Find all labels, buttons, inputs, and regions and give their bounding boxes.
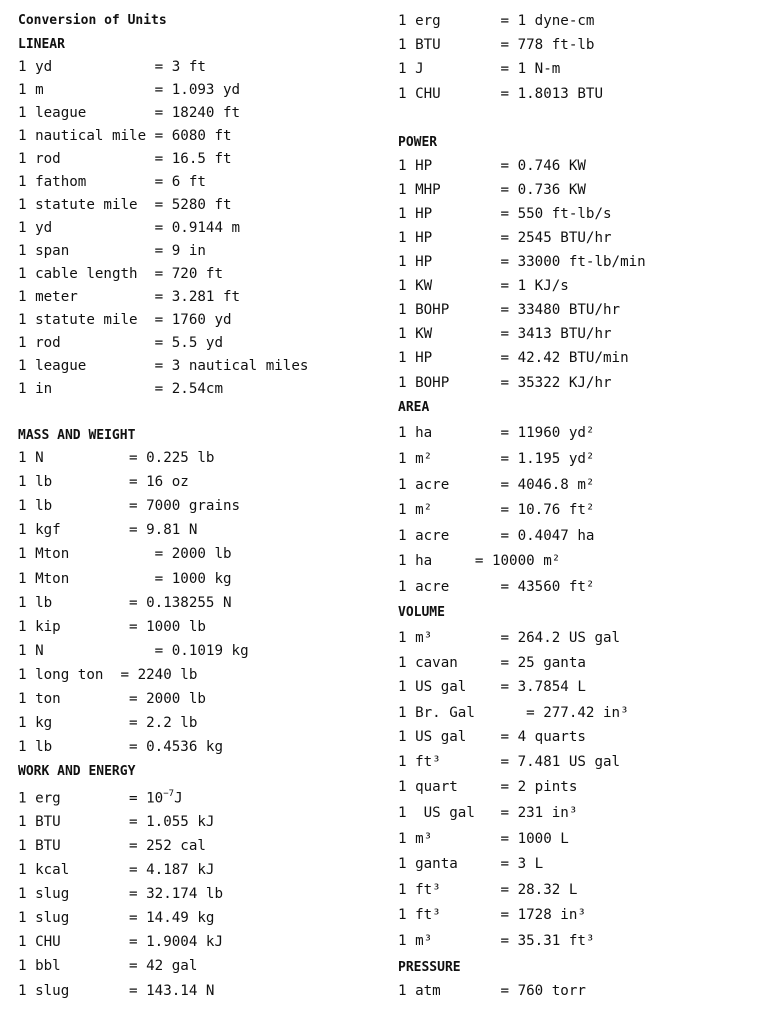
work-row: 1 kcal = 4.187 kJ bbox=[18, 862, 215, 878]
power-row: 1 MHP = 0.736 KW bbox=[398, 182, 586, 198]
page-title: Conversion of Units bbox=[18, 13, 167, 28]
energy-row: 1 J = 1 N-m bbox=[398, 61, 561, 77]
linear-row: 1 fathom = 6 ft bbox=[18, 174, 206, 190]
power-row: 1 HP = 550 ft-lb/s bbox=[398, 206, 612, 222]
work-row bbox=[18, 791, 183, 806]
work-row: 1 BTU = 1.055 kJ bbox=[18, 814, 215, 830]
volume-row: 1 m³ = 264.2 US gal bbox=[398, 630, 621, 646]
mass-row: 1 kgf = 9.81 N bbox=[18, 522, 198, 538]
volume-row: 1 Br. Gal = 277.42 in³ bbox=[398, 705, 629, 721]
volume-row: 1 ft³ = 28.32 L bbox=[398, 882, 578, 898]
energy-row: 1 erg = 1 dyne-cm bbox=[398, 13, 595, 29]
volume-row: 1 m³ = 35.31 ft³ bbox=[398, 933, 595, 949]
volume-row: 1 ganta = 3 L bbox=[398, 856, 544, 872]
area-row: 1 acre = 0.4047 ha bbox=[398, 528, 595, 544]
linear-row: 1 league = 18240 ft bbox=[18, 105, 241, 121]
linear-row: 1 league = 3 nautical miles bbox=[18, 358, 309, 374]
volume-row: 1 US gal = 3.7854 L bbox=[398, 679, 586, 695]
mass-row: 1 lb = 0.138255 N bbox=[18, 595, 232, 611]
area-row: 1 m² = 10.76 ft² bbox=[398, 502, 595, 518]
power-row: 1 HP = 2545 BTU/hr bbox=[398, 230, 612, 246]
work-row-left: 1 erg = 10 bbox=[18, 790, 164, 807]
mass-row: 1 lb = 16 oz bbox=[18, 474, 189, 490]
section-heading-pressure: PRESSURE bbox=[398, 960, 461, 975]
mass-row: 1 N = 0.1019 kg bbox=[18, 643, 249, 659]
linear-row: 1 rod = 16.5 ft bbox=[18, 151, 232, 167]
exponent: −7 bbox=[163, 789, 175, 799]
linear-row: 1 statute mile = 1760 yd bbox=[18, 312, 232, 328]
power-row: 1 KW = 3413 BTU/hr bbox=[398, 326, 612, 342]
mass-row: 1 ton = 2000 lb bbox=[18, 691, 206, 707]
work-row: 1 bbl = 42 gal bbox=[18, 958, 198, 974]
linear-row: 1 cable length = 720 ft bbox=[18, 266, 223, 282]
power-row: 1 HP = 33000 ft-lb/min bbox=[398, 254, 646, 270]
mass-row: 1 Mton = 1000 kg bbox=[18, 571, 232, 587]
volume-row: 1 quart = 2 pints bbox=[398, 779, 578, 795]
linear-row: 1 in = 2.54cm bbox=[18, 381, 223, 397]
linear-row: 1 m = 1.093 yd bbox=[18, 82, 241, 98]
area-row: 1 ha = 10000 m² bbox=[398, 553, 561, 569]
mass-row: 1 Mton = 2000 lb bbox=[18, 546, 232, 562]
linear-row: 1 meter = 3.281 ft bbox=[18, 289, 241, 305]
power-row: 1 HP = 0.746 KW bbox=[398, 158, 586, 174]
section-heading-linear: LINEAR bbox=[18, 37, 65, 52]
linear-row: 1 yd = 0.9144 m bbox=[18, 220, 241, 236]
mass-row: 1 N = 0.225 lb bbox=[18, 450, 215, 466]
mass-row: 1 long ton = 2240 lb bbox=[18, 667, 198, 683]
volume-row: 1 ft³ = 7.481 US gal bbox=[398, 754, 621, 770]
volume-row: 1 US gal = 4 quarts bbox=[398, 729, 586, 745]
volume-row: 1 US gal = 231 in³ bbox=[398, 805, 578, 821]
work-row: 1 slug = 32.174 lb bbox=[18, 886, 223, 902]
linear-row: 1 yd = 3 ft bbox=[18, 59, 206, 75]
section-heading-work: WORK AND ENERGY bbox=[18, 764, 136, 779]
energy-row: 1 CHU = 1.8013 BTU bbox=[398, 86, 603, 102]
power-row: 1 HP = 42.42 BTU/min bbox=[398, 350, 629, 366]
volume-row: 1 m³ = 1000 L bbox=[398, 831, 569, 847]
mass-row: 1 lb = 7000 grains bbox=[18, 498, 241, 514]
area-row: 1 acre = 4046.8 m² bbox=[398, 477, 595, 493]
work-row: 1 slug = 14.49 kg bbox=[18, 910, 215, 926]
work-row-unit: J bbox=[174, 790, 183, 807]
area-row: 1 ha = 11960 yd² bbox=[398, 425, 595, 441]
linear-row: 1 statute mile = 5280 ft bbox=[18, 197, 232, 213]
energy-row: 1 BTU = 778 ft-lb bbox=[398, 37, 595, 53]
power-row: 1 BOHP = 35322 KJ/hr bbox=[398, 375, 612, 391]
linear-row: 1 span = 9 in bbox=[18, 243, 206, 259]
linear-row: 1 rod = 5.5 yd bbox=[18, 335, 223, 351]
area-row: 1 acre = 43560 ft² bbox=[398, 579, 595, 595]
volume-row: 1 ft³ = 1728 in³ bbox=[398, 907, 586, 923]
mass-row: 1 lb = 0.4536 kg bbox=[18, 739, 223, 755]
work-row: 1 slug = 143.14 N bbox=[18, 983, 215, 999]
section-heading-mass: MASS AND WEIGHT bbox=[18, 428, 136, 443]
volume-row: 1 cavan = 25 ganta bbox=[398, 655, 586, 671]
pressure-row: 1 atm = 760 torr bbox=[398, 983, 586, 999]
mass-row: 1 kip = 1000 lb bbox=[18, 619, 206, 635]
section-heading-power: POWER bbox=[398, 135, 438, 150]
section-heading-area: AREA bbox=[398, 400, 430, 415]
section-heading-volume: VOLUME bbox=[398, 605, 445, 620]
linear-row: 1 nautical mile = 6080 ft bbox=[18, 128, 232, 144]
power-row: 1 KW = 1 KJ/s bbox=[398, 278, 569, 294]
mass-row: 1 kg = 2.2 lb bbox=[18, 715, 198, 731]
work-row: 1 CHU = 1.9004 kJ bbox=[18, 934, 223, 950]
area-row: 1 m² = 1.195 yd² bbox=[398, 451, 595, 467]
power-row: 1 BOHP = 33480 BTU/hr bbox=[398, 302, 621, 318]
work-row: 1 BTU = 252 cal bbox=[18, 838, 206, 854]
